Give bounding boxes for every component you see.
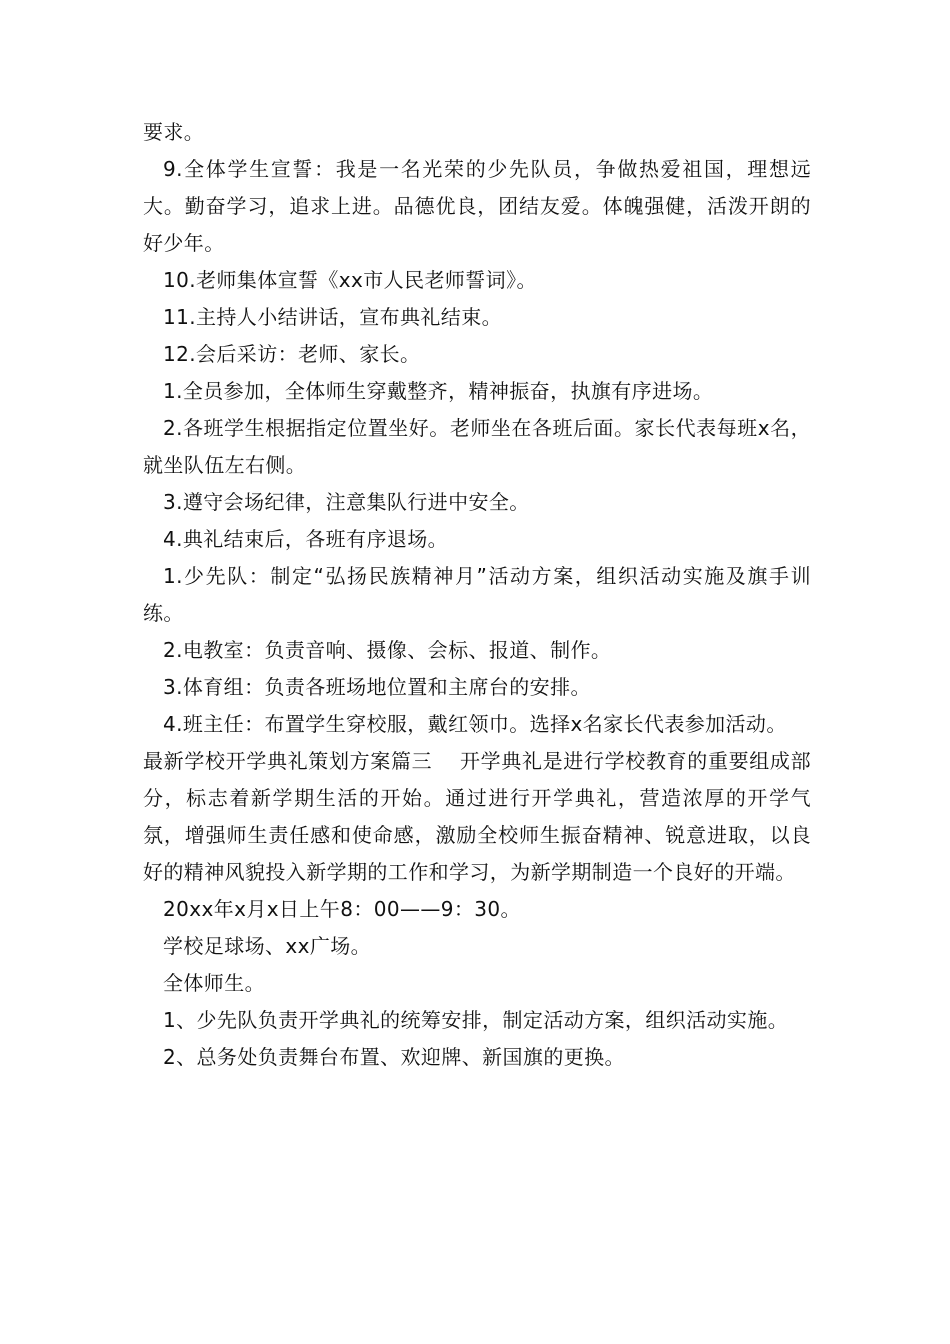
paragraph: 2、总务处负责舞台布置、欢迎牌、新国旗的更换。 <box>163 1045 625 1069</box>
paragraph: 11.主持人小结讲话，宣布典礼结束。 <box>163 305 503 329</box>
paragraph: 2.电教室：负责音响、摄像、会标、报道、制作。 <box>163 638 612 662</box>
section-heading-paragraph: 最新学校开学典礼策划方案篇三 开学典礼是进行学校教育的重要组成部分，标志着新学期生活的开始。通过进行开学典礼，营造浓厚的开学气氛，增强师生责任感和使命感，激励全校师生振奋精神、锐意进取，以良好的精神风貌投入新学期的工作和学习，为新学期制造一个良好的开端。 <box>143 749 811 884</box>
paragraph: 3.体育组：负责各班场地位置和主席台的安排。 <box>163 675 591 699</box>
paragraph: 1、少先队负责开学典礼的统筹安排，制定活动方案，组织活动实施。 <box>163 1008 789 1032</box>
paragraph: 3.遵守会场纪律，注意集队行进中安全。 <box>163 490 530 514</box>
paragraph: 2.各班学生根据指定位置坐好。老师坐在各班后面。家长代表每班x名，就坐队伍左右侧。 <box>143 416 811 477</box>
paragraph: 4.典礼结束后，各班有序退场。 <box>163 527 449 551</box>
paragraph: 要求。 <box>143 120 205 144</box>
paragraph: 20xx年x月x日上午8：00——9：30。 <box>163 897 521 921</box>
paragraph: 12.会后采访：老师、家长。 <box>163 342 421 366</box>
paragraph: 1.全员参加，全体师生穿戴整齐，精神振奋，执旗有序进场。 <box>163 379 714 403</box>
paragraph: 全体师生。 <box>163 971 265 995</box>
paragraph: 9.全体学生宣誓：我是一名光荣的少先队员，争做热爱祖国，理想远大。勤奋学习，追求上进。品德优良，团结友爱。体魄强健，活泼开朗的好少年。 <box>143 157 811 255</box>
paragraph: 学校足球场、xx广场。 <box>163 934 372 958</box>
paragraph: 4.班主任：布置学生穿校服，戴红领巾。选择x名家长代表参加活动。 <box>163 712 787 736</box>
document-body <box>143 114 811 1076</box>
paragraph: 1.少先队：制定“弘扬民族精神月”活动方案，组织活动实施及旗手训练。 <box>143 564 811 625</box>
paragraph: 10.老师集体宣誓《xx市人民老师誓词》。 <box>163 268 537 292</box>
